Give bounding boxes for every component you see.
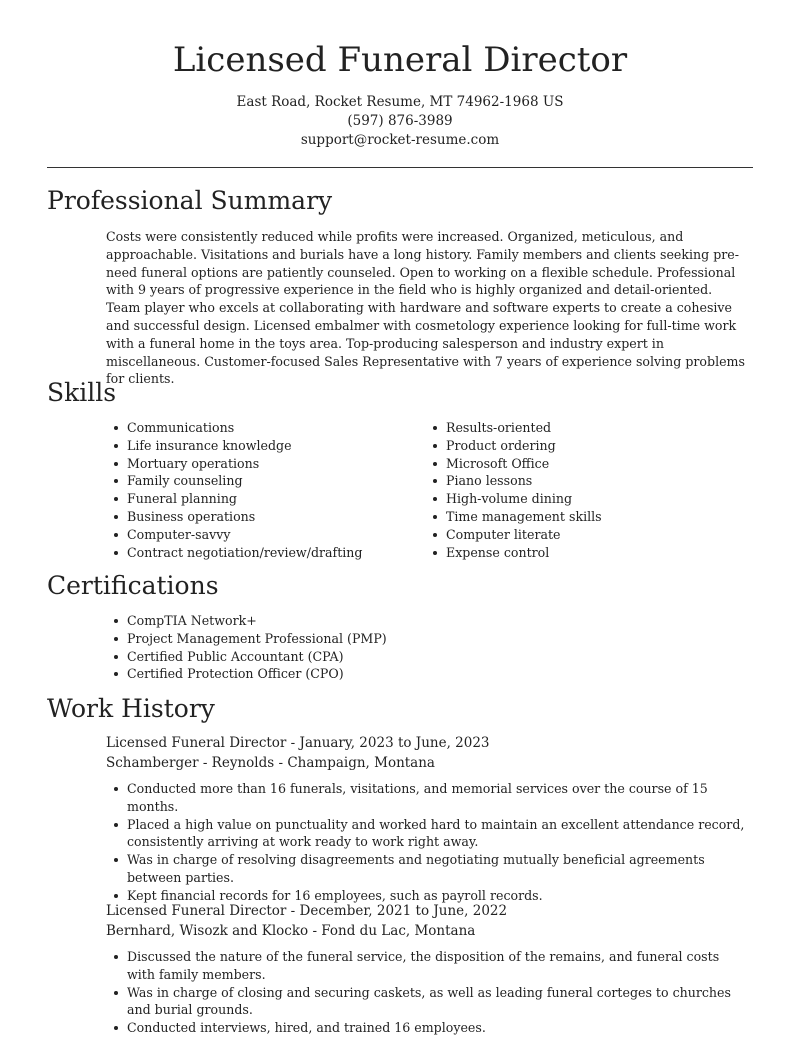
- skill-item: Computer-savvy: [106, 526, 406, 544]
- certification-item: Certified Protection Officer (CPO): [106, 665, 746, 683]
- skills-heading: Skills: [47, 378, 117, 407]
- job-duty: Kept financial records for 16 employees, such as payroll records.: [106, 887, 746, 905]
- skill-item: Funeral planning: [106, 490, 406, 508]
- certifications-heading: Certifications: [47, 571, 219, 600]
- skill-item: Life insurance knowledge: [106, 437, 406, 455]
- job-duty: Placed a high value on punctuality and worked hard to maintain an excellent attendance record, consistently arriving at work ready to work right away.: [106, 816, 746, 852]
- job-dates: - December, 2021 to June, 2022: [286, 903, 508, 919]
- skill-item: Communications: [106, 419, 406, 437]
- summary-heading: Professional Summary: [47, 186, 333, 215]
- job-duties: [106, 780, 746, 905]
- skill-item: Microsoft Office: [425, 455, 725, 473]
- skill-item: Contract negotiation/review/drafting: [106, 544, 406, 562]
- skill-item: Family counseling: [106, 472, 406, 490]
- skill-item: Business operations: [106, 508, 406, 526]
- contact-info: [0, 93, 800, 150]
- job-company: Schamberger - Reynolds: [106, 754, 275, 771]
- certification-item: Certified Public Accountant (CPA): [106, 648, 746, 666]
- skill-item: Piano lessons: [425, 472, 725, 490]
- skill-item: Mortuary operations: [106, 455, 406, 473]
- phone: (597) 876-3989: [347, 113, 453, 129]
- job-duty: Conducted interviews, hired, and trained 16 employees.: [106, 1019, 746, 1037]
- job-location: - Fond du Lac, Montana: [308, 922, 476, 939]
- certifications-list: [106, 612, 746, 683]
- job-duty: Discussed the nature of the funeral service, the disposition of the remains, and funeral costs with family members.: [106, 948, 746, 984]
- job-role: Licensed Funeral Director: [106, 735, 287, 751]
- job-duties: [106, 948, 746, 1037]
- job-duty: Was in charge of resolving disagreements and negotiating mutually beneficial agreements between parties.: [106, 851, 746, 887]
- job-role: Licensed Funeral Director: [106, 903, 287, 919]
- certification-item: CompTIA Network+: [106, 612, 746, 630]
- job-duty: Conducted more than 16 funerals, visitations, and memorial services over the course of 15 months.: [106, 780, 746, 816]
- skill-item: Time management skills: [425, 508, 725, 526]
- job-entry: [106, 734, 746, 905]
- work-history-heading: Work History: [47, 694, 215, 723]
- skill-item: High-volume dining: [425, 490, 725, 508]
- job-title-line: [106, 734, 746, 754]
- skill-item: Results-oriented: [425, 419, 725, 437]
- job-company: Bernhard, Wisozk and Klocko: [106, 922, 309, 939]
- skill-item: Expense control: [425, 544, 725, 562]
- address: East Road, Rocket Resume, MT 74962-1968 US: [236, 94, 564, 110]
- skill-item: Computer literate: [425, 526, 725, 544]
- candidate-name: Licensed Funeral Director: [172, 40, 628, 80]
- skill-item: Product ordering: [425, 437, 725, 455]
- job-dates: - January, 2023 to June, 2023: [286, 735, 490, 751]
- job-company-line: [106, 754, 746, 774]
- skills-list-right: [425, 419, 725, 561]
- job-location: - Champaign, Montana: [274, 754, 435, 771]
- skills-list-left: [106, 419, 406, 561]
- email: support@rocket-resume.com: [300, 132, 500, 148]
- job-duty: Was in charge of closing and securing caskets, as well as leading funeral corteges to churches and burial grounds.: [106, 984, 746, 1020]
- job-entry: [106, 902, 746, 1037]
- summary-text: Costs were consistently reduced while profits were increased. Organized, meticulous, and approachable. Visitations and burials have a long history. Family members and clients seeking pre-need funeral options are patiently counseled. Open to working on a flexible schedule. Professional with 9 years of progressive experience in the field who is highly organized and detail-oriented. Team player who excels at collaborating with hardware and software experts to create a cohesive and successful design. Licensed embalmer with cosmetology experience looking for full-time work with a funeral home in the toys area. Top-producing salesperson and industry expert in miscellaneous. Customer-focused Sales Representative with 7 years of experience solving problems for clients.: [106, 229, 745, 387]
- header-divider: [47, 167, 753, 168]
- job-title-line: [106, 902, 746, 922]
- job-company-line: [106, 922, 746, 942]
- certification-item: Project Management Professional (PMP): [106, 630, 746, 648]
